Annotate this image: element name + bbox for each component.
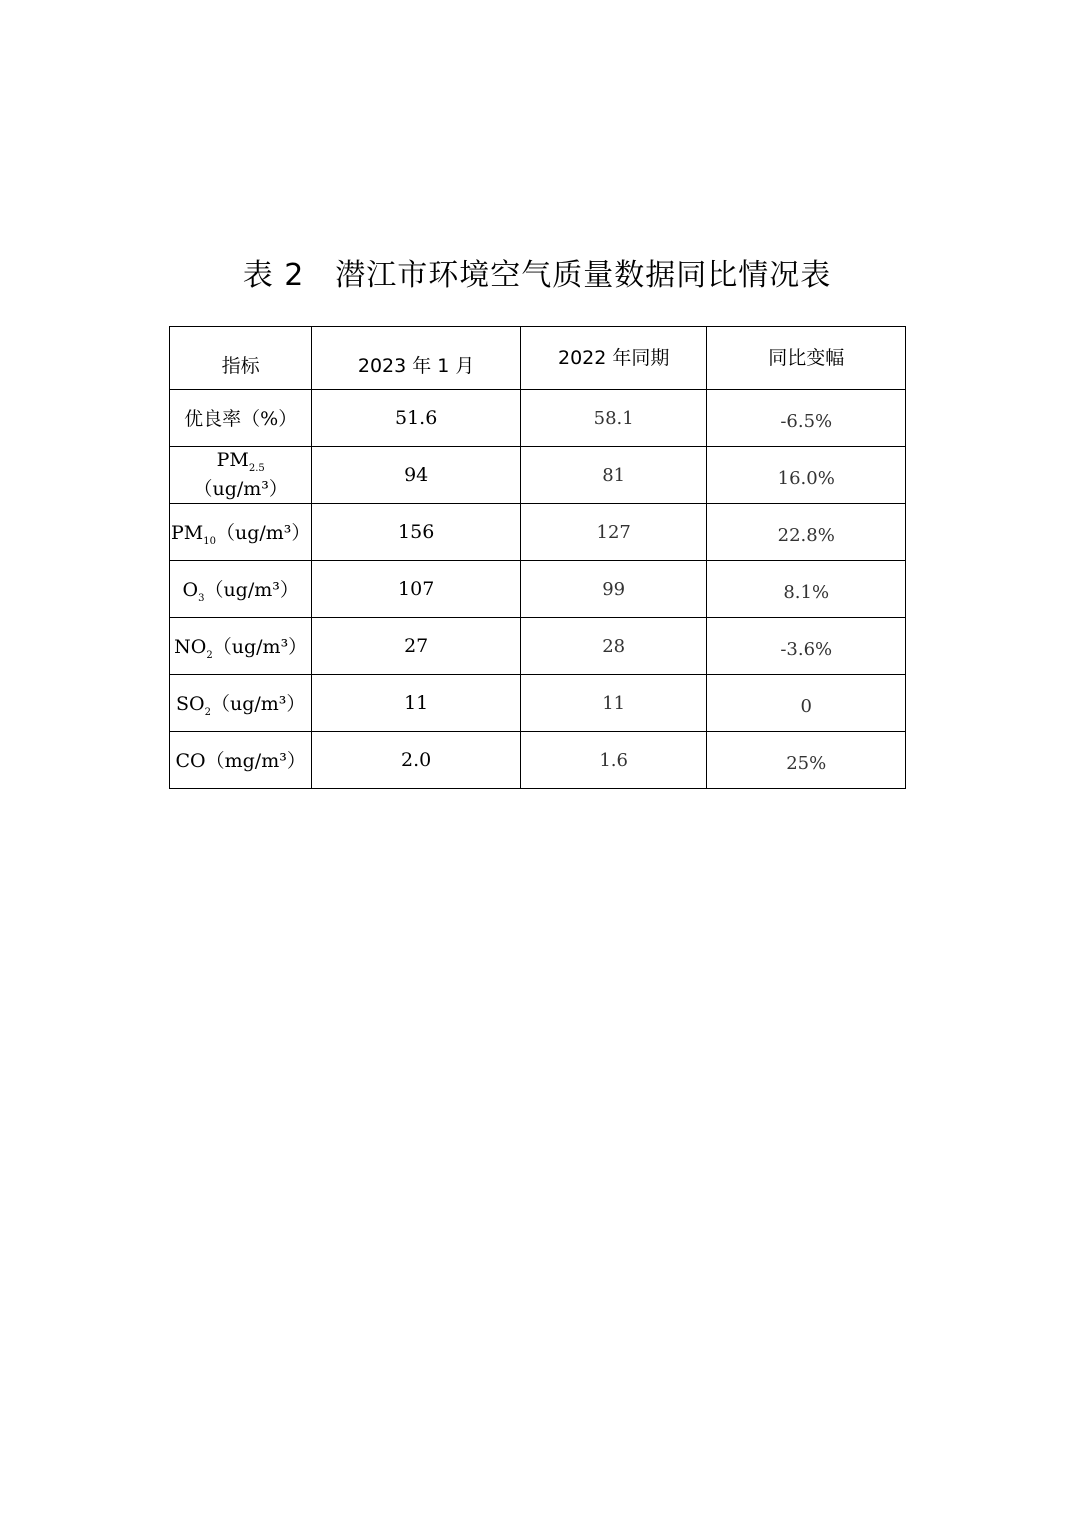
current-value: 27	[312, 618, 521, 675]
indicator-unit: （ug/m³）	[193, 477, 288, 500]
indicator-label: PM	[216, 449, 249, 472]
previous-value: 11	[520, 675, 707, 732]
indicator-subscript: 3	[198, 592, 205, 604]
indicator-unit: （ug/m³）	[212, 635, 308, 658]
table-row	[170, 447, 906, 504]
table-row	[170, 618, 906, 675]
table-header-row	[170, 327, 906, 390]
indicator-label: CO（mg/m³）	[175, 749, 306, 772]
indicator-label: 优良率（%）	[184, 407, 298, 430]
header-indicator: 指标	[170, 327, 312, 390]
indicator-cell	[170, 504, 312, 561]
table-row	[170, 561, 906, 618]
indicator-cell	[170, 618, 312, 675]
indicator-cell	[170, 561, 312, 618]
indicator-subscript: 2	[204, 706, 211, 718]
table-row	[170, 675, 906, 732]
indicator-cell	[170, 390, 312, 447]
change-value: 16.0%	[707, 447, 906, 504]
indicator-label: SO	[175, 692, 205, 715]
previous-value: 58.1	[520, 390, 707, 447]
header-previous-period: 2022 年同期	[520, 327, 707, 390]
current-value: 94	[312, 447, 521, 504]
current-value: 156	[312, 504, 521, 561]
page-title: 表 2 潜江市环境空气质量数据同比情况表	[242, 258, 832, 293]
indicator-label: O	[182, 578, 199, 601]
indicator-subscript: 2.5	[248, 462, 265, 474]
previous-value: 1.6	[520, 732, 707, 789]
current-value: 2.0	[312, 732, 521, 789]
previous-value: 28	[520, 618, 707, 675]
change-value: 22.8%	[707, 504, 906, 561]
change-value: 8.1%	[707, 561, 906, 618]
indicator-label: PM	[170, 521, 204, 544]
indicator-label: NO	[174, 635, 207, 658]
change-value: 25%	[707, 732, 906, 789]
header-change: 同比变幅	[707, 327, 906, 390]
table-row	[170, 732, 906, 789]
indicator-subscript: 2	[206, 649, 213, 661]
change-value: -3.6%	[707, 618, 906, 675]
current-value: 51.6	[312, 390, 521, 447]
indicator-cell	[170, 732, 312, 789]
previous-value: 99	[520, 561, 707, 618]
previous-value: 127	[520, 504, 707, 561]
indicator-cell	[170, 675, 312, 732]
air-quality-table	[169, 326, 906, 789]
header-current-period: 2023 年 1 月	[312, 327, 521, 390]
indicator-cell	[170, 447, 312, 504]
change-value: 0	[707, 675, 906, 732]
indicator-subscript: 10	[203, 535, 216, 547]
previous-value: 81	[520, 447, 707, 504]
indicator-unit: （ug/m³）	[204, 578, 299, 601]
current-value: 107	[312, 561, 521, 618]
change-value: -6.5%	[707, 390, 906, 447]
table-row	[170, 504, 906, 561]
table-row	[170, 390, 906, 447]
indicator-unit: （ug/m³）	[210, 692, 306, 715]
current-value: 11	[312, 675, 521, 732]
indicator-unit: （ug/m³）	[215, 521, 311, 544]
